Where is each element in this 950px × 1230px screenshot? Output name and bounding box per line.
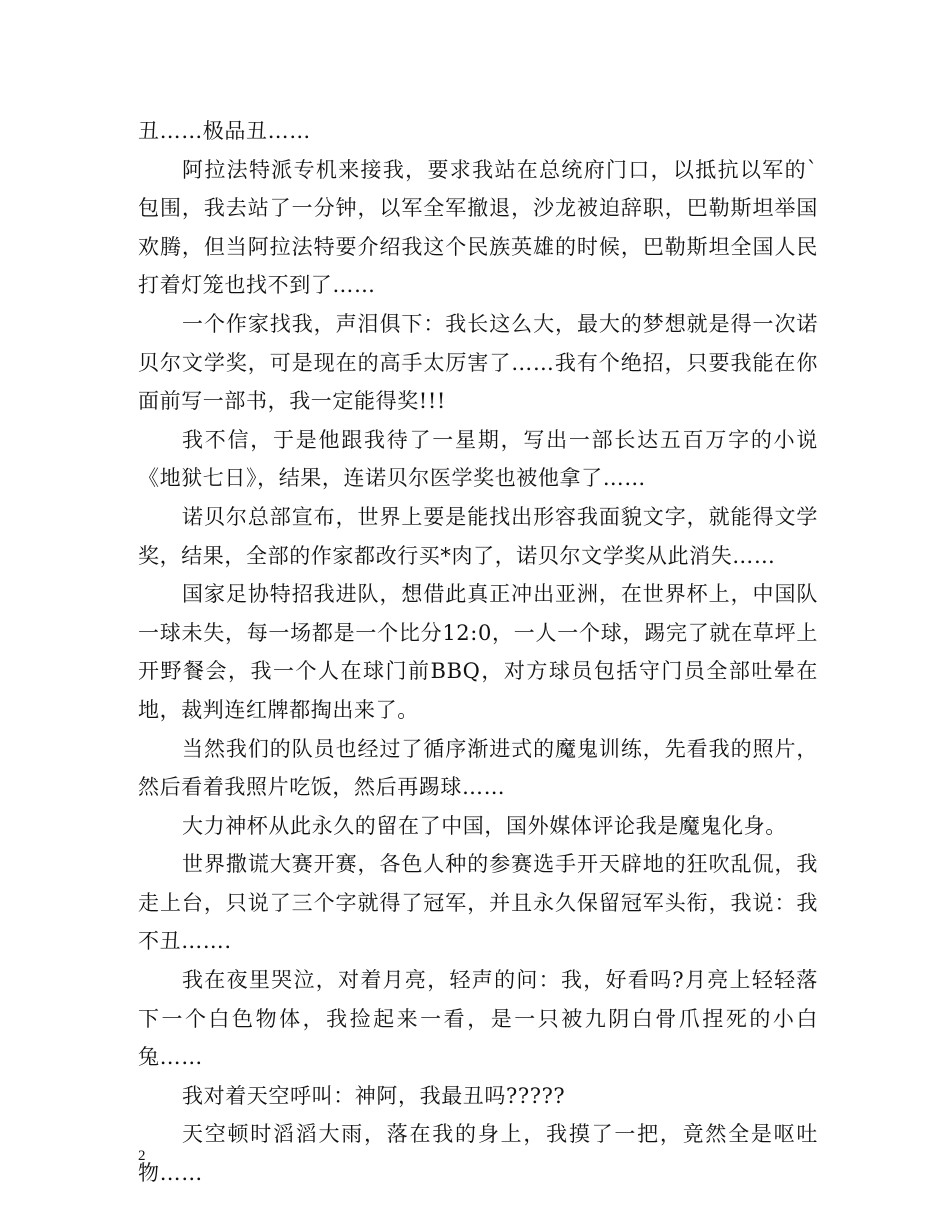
paragraph: 世界撒谎大赛开赛，各色人种的参赛选手开天辟地的狂吹乱侃，我走上台，只说了三个字就得了冠军，并且永久保留冠军头衔，我说：我不丑……. [138,852,818,954]
body-text [138,112,818,1193]
paragraph: 我不信，于是他跟我待了一星期，写出一部长达五百万字的小说《地狱七日》，结果，连诺贝尔医学奖也被他拿了…… [138,427,818,491]
paragraph: 大力神杯从此永久的留在了中国，国外媒体评论我是魔鬼化身。 [182,813,787,838]
page-number: 2 [138,1148,146,1164]
paragraph: 丑……极品丑…… [138,119,311,143]
paragraph: 天空顿时滔滔大雨，落在我的身上，我摸了一把，竟然全是呕吐物…… [138,1122,818,1186]
paragraph: 当然我们的队员也经过了循序渐进式的魔鬼训练，先看我的照片，然后看着我照片吃饭，然后再踢球…… [138,736,818,800]
paragraph: 诺贝尔总部宣布，世界上要是能找出形容我面貌文字，就能得文学奖，结果，全部的作家都改行买*肉了，诺贝尔文学奖从此消失…… [138,504,818,568]
paragraph: 我在夜里哭泣，对着月亮，轻声的问：我，好看吗?月亮上轻轻落下一个白色物体，我捡起来一看，是一只被九阴白骨爪捏死的小白兔…… [138,968,818,1070]
paragraph: 我对着天空呼叫：神阿，我最丑吗????? [182,1083,566,1108]
paragraph: 一个作家找我，声泪俱下：我长这么大，最大的梦想就是得一次诺贝尔文学奖，可是现在的高手太厉害了……我有个绝招，只要我能在你面前写一部书，我一定能得奖!!! [138,311,818,414]
paragraph: 阿拉法特派专机来接我，要求我站在总统府门口，以抵抗以军的`包围，我去站了一分钟，以军全军撤退，沙龙被迫辞职，巴勒斯坦举国欢腾，但当阿拉法特要介绍我这个民族英雄的时候，巴勒斯坦全国人民打着灯笼也找不到了…… [138,157,818,298]
paragraph: 国家足协特招我进队，想借此真正冲出亚洲，在世界杯上，中国队一球未失，每一场都是一个比分12:0，一人一个球，踢完了就在草坪上开野餐会，我一个人在球门前BBQ，对方球员包括守门员全部吐晕在地，裁判连红牌都掏出来了。 [138,582,818,722]
